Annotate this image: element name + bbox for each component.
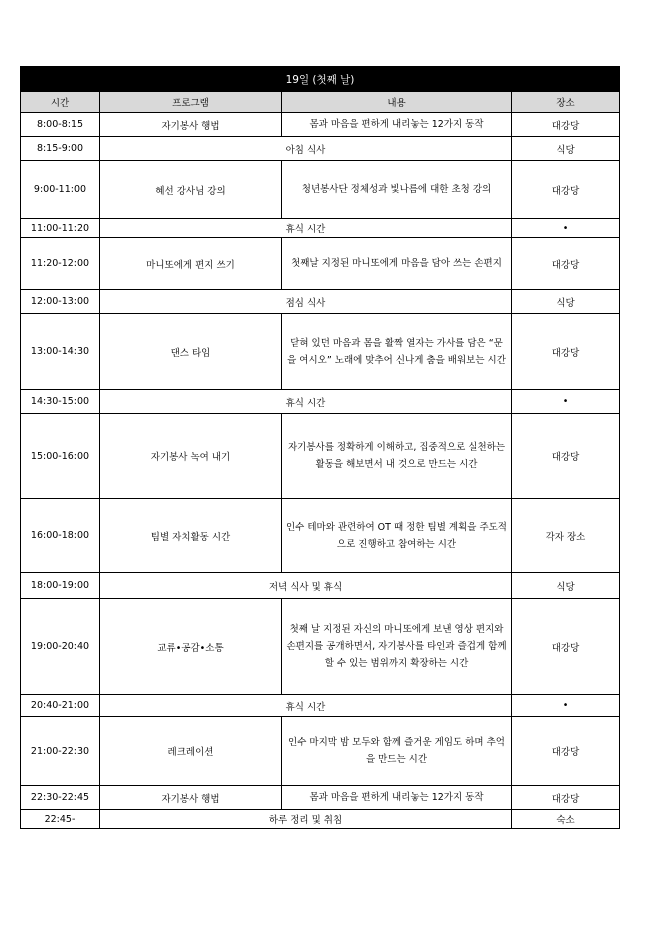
time-cell: 22:45- bbox=[21, 810, 100, 829]
header-program: 프로그램 bbox=[100, 92, 282, 113]
table-row bbox=[21, 599, 620, 695]
place-cell: • bbox=[512, 219, 620, 238]
content-cell: 닫혀 있던 마음과 몸을 활짝 열자는 가사를 담은 “문을 여시오” 노래에 맞추어 신나게 춤을 배워보는 시간 bbox=[282, 314, 512, 390]
time-cell: 16:00-18:00 bbox=[21, 499, 100, 573]
program-cell: 혜선 강사님 강의 bbox=[100, 161, 282, 219]
time-cell: 20:40-21:00 bbox=[21, 695, 100, 717]
table-row bbox=[21, 137, 620, 161]
header-content: 내용 bbox=[282, 92, 512, 113]
time-cell: 18:00-19:00 bbox=[21, 573, 100, 599]
place-cell: 각자 장소 bbox=[512, 499, 620, 573]
header-place: 장소 bbox=[512, 92, 620, 113]
place-cell: 대강당 bbox=[512, 113, 620, 137]
program-cell: 레크레이션 bbox=[100, 717, 282, 786]
program-cell: 댄스 타임 bbox=[100, 314, 282, 390]
content-cell: 첫째날 지정된 마니또에게 마음을 담아 쓰는 손편지 bbox=[282, 238, 512, 290]
time-cell: 11:00-11:20 bbox=[21, 219, 100, 238]
content-cell: 인수 마지막 밤 모두와 함께 즐거운 게임도 하며 추억을 만드는 시간 bbox=[282, 717, 512, 786]
time-cell: 19:00-20:40 bbox=[21, 599, 100, 695]
content-cell: 청년봉사단 정체성과 빛나름에 대한 초청 강의 bbox=[282, 161, 512, 219]
content-cell: 몸과 마음을 편하게 내리놓는 12가지 동작 bbox=[282, 113, 512, 137]
table-row bbox=[21, 238, 620, 290]
table-row bbox=[21, 810, 620, 829]
table-row bbox=[21, 573, 620, 599]
program-cell: 휴식 시간 bbox=[100, 390, 512, 414]
place-cell: 숙소 bbox=[512, 810, 620, 829]
place-cell: 대강당 bbox=[512, 786, 620, 810]
table-row bbox=[21, 161, 620, 219]
time-cell: 9:00-11:00 bbox=[21, 161, 100, 219]
time-cell: 15:00-16:00 bbox=[21, 414, 100, 499]
program-cell: 팀별 자치활동 시간 bbox=[100, 499, 282, 573]
place-cell: 식당 bbox=[512, 290, 620, 314]
table-row bbox=[21, 219, 620, 238]
place-cell: • bbox=[512, 695, 620, 717]
place-cell: 식당 bbox=[512, 573, 620, 599]
place-cell: 대강당 bbox=[512, 414, 620, 499]
place-cell: • bbox=[512, 390, 620, 414]
time-cell: 12:00-13:00 bbox=[21, 290, 100, 314]
program-cell: 자기봉사 행법 bbox=[100, 113, 282, 137]
time-cell: 14:30-15:00 bbox=[21, 390, 100, 414]
program-cell: 휴식 시간 bbox=[100, 695, 512, 717]
table-row bbox=[21, 695, 620, 717]
time-cell: 11:20-12:00 bbox=[21, 238, 100, 290]
program-cell: 하루 정리 및 취침 bbox=[100, 810, 512, 829]
time-cell: 22:30-22:45 bbox=[21, 786, 100, 810]
program-cell: 저녁 식사 및 휴식 bbox=[100, 573, 512, 599]
program-cell: 아침 식사 bbox=[100, 137, 512, 161]
place-cell: 대강당 bbox=[512, 717, 620, 786]
time-cell: 21:00-22:30 bbox=[21, 717, 100, 786]
program-cell: 마니또에게 편지 쓰기 bbox=[100, 238, 282, 290]
table-row bbox=[21, 414, 620, 499]
program-cell: 점심 식사 bbox=[100, 290, 512, 314]
content-cell: 자기봉사를 정확하게 이해하고, 집중적으로 실천하는 활동을 해보면서 내 것으로 만드는 시간 bbox=[282, 414, 512, 499]
table-row bbox=[21, 113, 620, 137]
schedule-body bbox=[21, 113, 620, 829]
schedule-table bbox=[20, 66, 620, 829]
table-row bbox=[21, 499, 620, 573]
program-cell: 자기봉사 행법 bbox=[100, 786, 282, 810]
time-cell: 13:00-14:30 bbox=[21, 314, 100, 390]
program-cell: 자기봉사 녹여 내기 bbox=[100, 414, 282, 499]
time-cell: 8:15-9:00 bbox=[21, 137, 100, 161]
table-row bbox=[21, 290, 620, 314]
place-cell: 대강당 bbox=[512, 238, 620, 290]
content-cell: 첫째 날 지정된 자신의 마니또에게 보낸 영상 편지와 손편지를 공개하면서, 자기봉사를 타인과 즐겁게 함께할 수 있는 범위까지 확장하는 시간 bbox=[282, 599, 512, 695]
program-cell: 휴식 시간 bbox=[100, 219, 512, 238]
table-row bbox=[21, 717, 620, 786]
table-row bbox=[21, 314, 620, 390]
place-cell: 대강당 bbox=[512, 314, 620, 390]
table-row bbox=[21, 390, 620, 414]
place-cell: 대강당 bbox=[512, 599, 620, 695]
header-time: 시간 bbox=[21, 92, 100, 113]
program-cell: 교류•공감•소통 bbox=[100, 599, 282, 695]
time-cell: 8:00-8:15 bbox=[21, 113, 100, 137]
table-row bbox=[21, 786, 620, 810]
place-cell: 식당 bbox=[512, 137, 620, 161]
day-title: 19일 (첫째 날) bbox=[21, 67, 620, 92]
place-cell: 대강당 bbox=[512, 161, 620, 219]
content-cell: 인수 테마와 관련하여 OT 때 정한 팀별 계획을 주도적으로 진행하고 참여하는 시간 bbox=[282, 499, 512, 573]
content-cell: 몸과 마음을 편하게 내리놓는 12가지 동작 bbox=[282, 786, 512, 810]
